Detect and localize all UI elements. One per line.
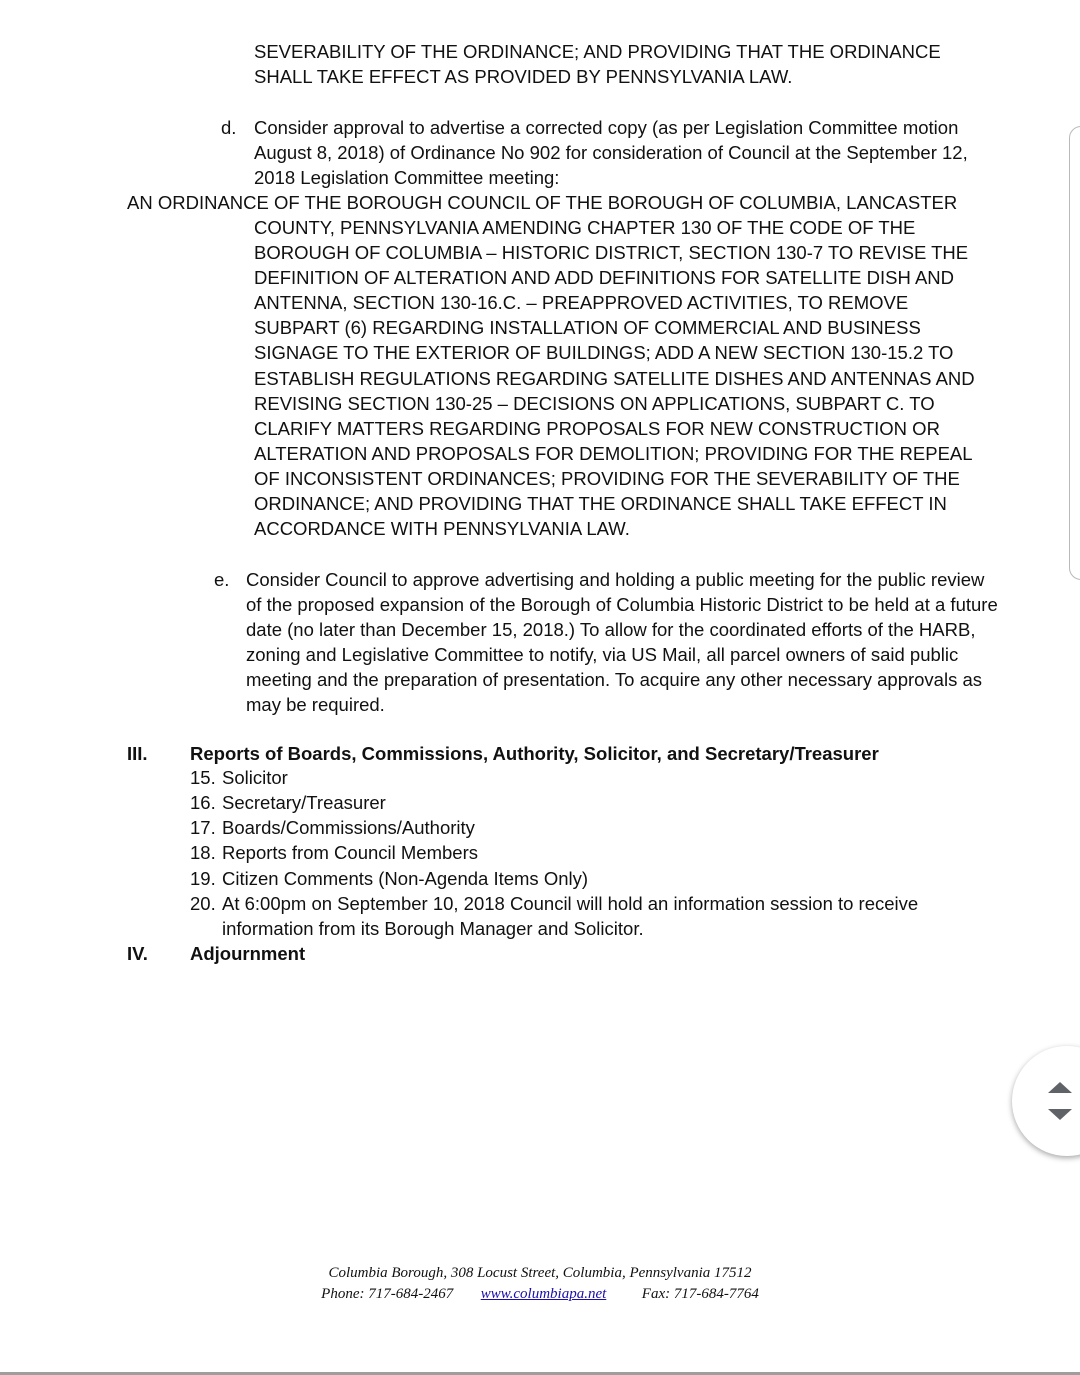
section-iii-heading: Reports of Boards, Commissions, Authority, Solicitor, and Secretary/Treasurer — [190, 743, 879, 764]
section-iii-numeral: III. — [127, 743, 148, 764]
footer-website-link[interactable]: www.columbiapa.net — [480, 1286, 607, 1302]
item-d-marker: d. — [221, 117, 237, 138]
item-e-line: zoning and Legislative Committee to notify, via US Mail, all parcel owners of said public — [246, 644, 959, 666]
list-item-number: 20. — [190, 893, 216, 914]
list-item — [190, 866, 588, 891]
list-item — [190, 765, 288, 790]
item-e-line: meeting and the preparation of presentation. To acquire any other necessary approvals as — [246, 669, 983, 691]
footer-address: Columbia Borough, 308 Locust Street, Columbia, Pennsylvania 17512 — [328, 1265, 752, 1281]
ordinance-line: AN ORDINANCE OF THE BOROUGH COUNCIL OF THE BOROUGH OF COLUMBIA, LANCASTER — [127, 192, 958, 213]
item-e-marker: e. — [214, 569, 230, 590]
ordinance-line: ESTABLISH REGULATIONS REGARDING SATELLITE DISHES AND ANTENNAS AND — [254, 367, 975, 389]
ordinance-line: OF INCONSISTENT ORDINANCES; PROVIDING FOR THE SEVERABILITY OF THE — [254, 467, 960, 489]
continuation-text — [254, 39, 941, 89]
ordinance-line: DEFINITION OF ALTERATION AND ADD DEFINITIONS FOR SATELLITE DISH AND — [254, 267, 955, 289]
list-item-text: Citizen Comments (Non-Agenda Items Only) — [222, 868, 589, 889]
list-item-text: information from its Borough Manager and Solicitor. — [222, 918, 644, 939]
triangle-down-icon[interactable] — [1048, 1109, 1072, 1120]
ordinance-line: BOROUGH OF COLUMBIA – HISTORIC DISTRICT, SECTION 130-7 TO REVISE THE — [254, 242, 969, 264]
list-item-continuation — [222, 916, 644, 941]
item-d-line: August 8, 2018) of Ordinance No 902 for consideration of Council at the September 12, — [254, 142, 968, 164]
ordinance-line: CLARIFY MATTERS REGARDING PROPOSALS FOR NEW CONSTRUCTION OR — [254, 417, 940, 439]
ordinance-first-line — [127, 190, 957, 215]
ordinance-line: COUNTY, PENNSYLVANIA AMENDING CHAPTER 130 OF THE CODE OF THE — [254, 217, 916, 238]
list-item-text: Solicitor — [222, 767, 288, 788]
continuation-line: SEVERABILITY OF THE ORDINANCE; AND PROVIDING THAT THE ORDINANCE — [254, 41, 941, 62]
item-e-line: date (no later than December 15, 2018.) To allow for the coordinated efforts of the HARB, — [246, 619, 976, 641]
continuation-line: SHALL TAKE EFFECT AS PROVIDED BY PENNSYLVANIA LAW. — [254, 66, 793, 88]
ordinance-line: REVISING SECTION 130-25 – DECISIONS ON APPLICATIONS, SUBPART C. TO — [254, 392, 935, 414]
section-iv-numeral: IV. — [127, 943, 148, 964]
ordinance-line: SIGNAGE TO THE EXTERIOR OF BUILDINGS; ADD A NEW SECTION 130-15.2 TO — [254, 342, 954, 364]
footer-phone: Phone: 717-684-2467 — [321, 1286, 454, 1302]
list-item-text: Reports from Council Members — [222, 842, 478, 863]
list-item-text: Boards/Commissions/Authority — [222, 817, 475, 838]
list-item — [190, 840, 478, 865]
item-e-line: may be required. — [246, 694, 385, 716]
section-iv-heading: Adjournment — [190, 943, 306, 964]
ordinance-line: ORDINANCE; AND PROVIDING THAT THE ORDINANCE SHALL TAKE EFFECT IN — [254, 493, 947, 515]
ordinance-text — [254, 215, 975, 541]
item-d-text — [254, 115, 968, 190]
list-item — [190, 891, 918, 916]
item-e-line: of the proposed expansion of the Borough of Columbia Historic District to be held at a future — [246, 594, 998, 616]
ordinance-line: ALTERATION AND PROPOSALS FOR DEMOLITION; PROVIDING FOR THE REPEAL — [254, 442, 973, 464]
ordinance-line: SUBPART (6) REGARDING INSTALLATION OF COMMERCIAL AND BUSINESS — [254, 317, 921, 339]
footer-contact — [0, 1284, 1080, 1305]
item-e-line: Consider Council to approve advertising and holding a public meeting for the public review — [246, 569, 985, 590]
list-item-text: Secretary/Treasurer — [222, 792, 386, 813]
footer-fax: Fax: 717-684-7764 — [641, 1286, 759, 1302]
list-item-number: 16. — [190, 792, 216, 813]
list-item-number: 19. — [190, 868, 216, 889]
item-d-line: 2018 Legislation Committee meeting: — [254, 167, 560, 189]
list-item-number: 17. — [190, 817, 216, 838]
ordinance-line: ACCORDANCE WITH PENNSYLVANIA LAW. — [254, 518, 630, 540]
list-item-number: 15. — [190, 767, 216, 788]
ordinance-line: ANTENNA, SECTION 130-16.C. – PREAPPROVED ACTIVITIES, TO REMOVE — [254, 292, 909, 314]
list-item-number: 18. — [190, 842, 216, 863]
side-panel-handle[interactable] — [1069, 126, 1080, 580]
list-item-text: At 6:00pm on September 10, 2018 Council will hold an information session to receive — [222, 893, 919, 914]
triangle-up-icon[interactable] — [1048, 1082, 1072, 1093]
list-item — [190, 790, 386, 815]
item-d-line: Consider approval to advertise a corrected copy (as per Legislation Committee motion — [254, 117, 959, 138]
item-e-text — [246, 567, 998, 718]
list-item — [190, 815, 475, 840]
